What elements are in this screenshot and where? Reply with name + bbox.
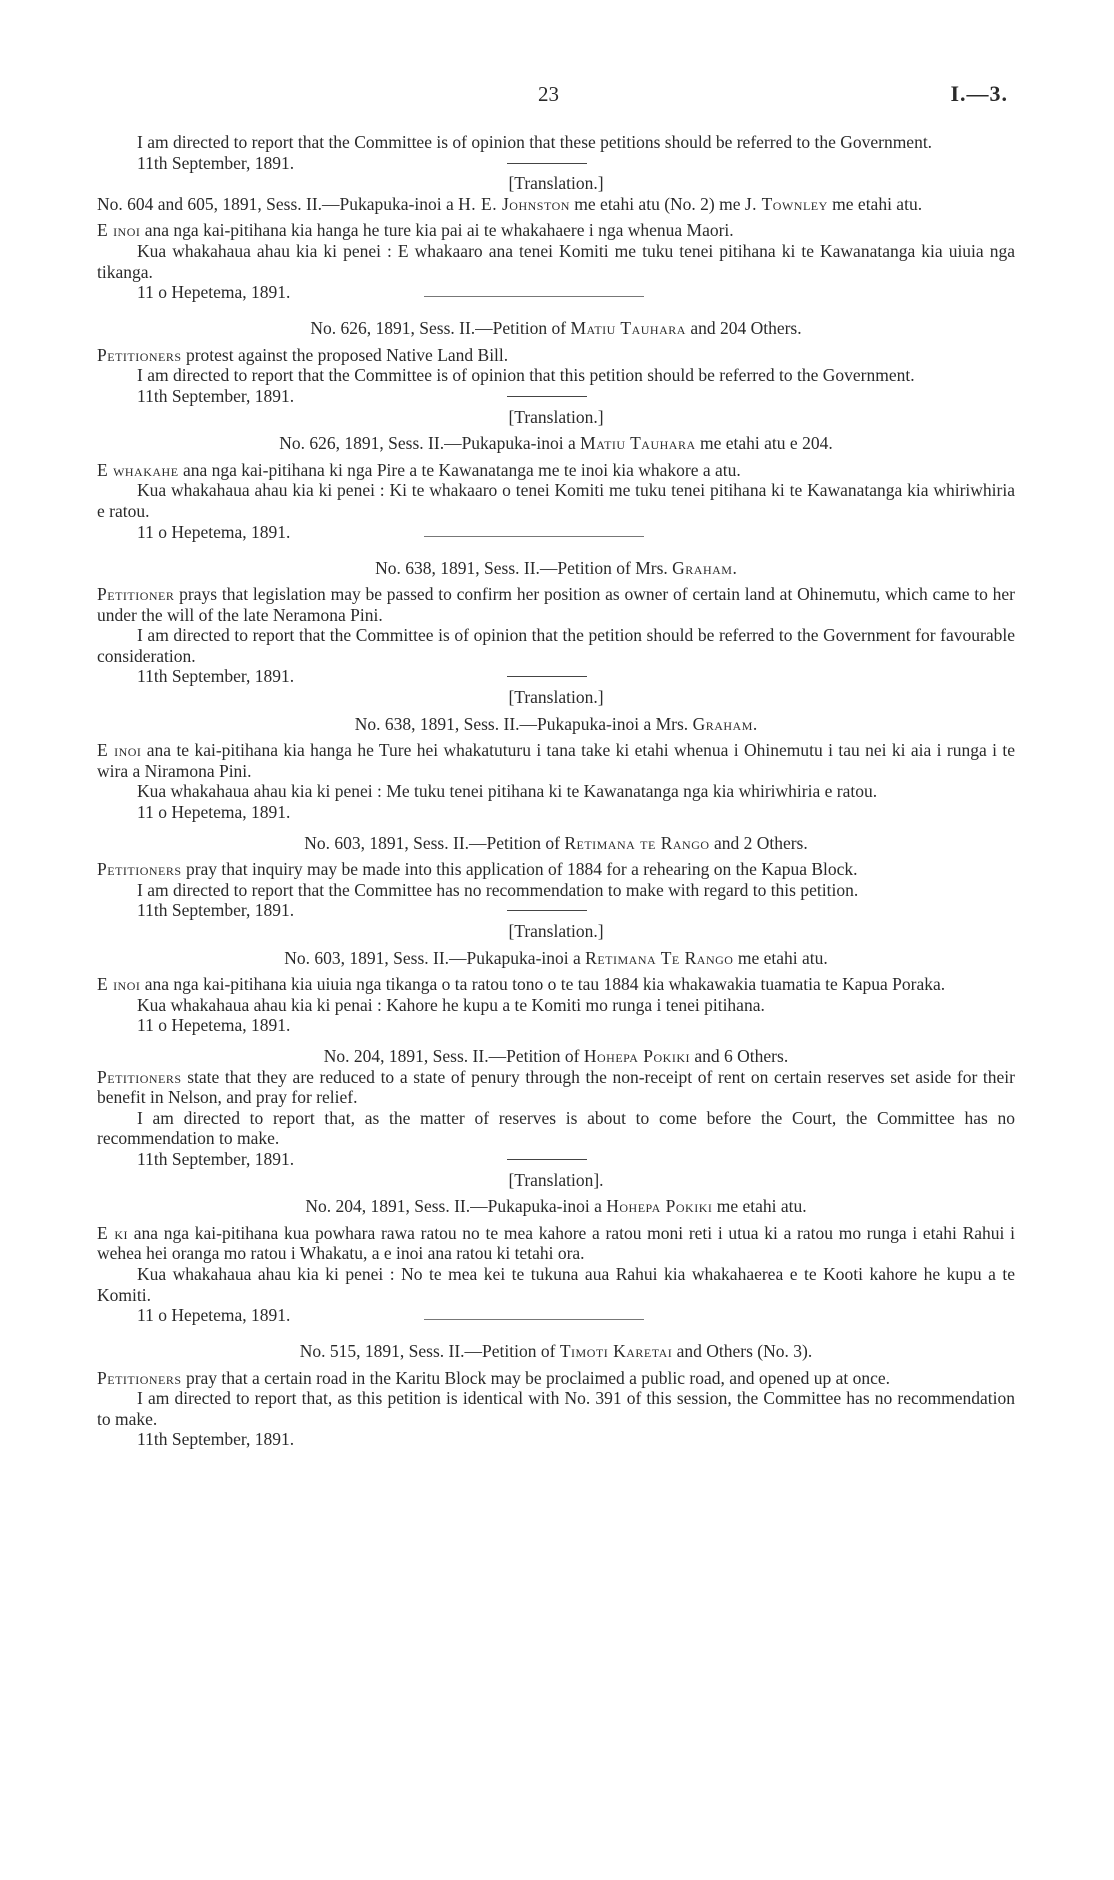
maori-prayer-paragraph: E inoi ana nga kai-pitihana kia hanga he ture kia pai ai te whakahaere i nga whenua Maori. (97, 220, 734, 241)
short-rule (507, 163, 587, 164)
prayer-paragraph: Petitioners protest against the proposed Native Land Bill. (97, 344, 509, 365)
section-divider (424, 1319, 644, 1320)
petition-section (97, 132, 1015, 308)
maori-petition-title: No. 604 and 605, 1891, Sess. II.—Pukapuka-inoi a H. E. Johnston me etahi atu (No. 2) me J. Townley me etahi atu. (97, 193, 923, 214)
prayer-paragraph: Petitioners pray that inquiry may be made into this application of 1884 for a rehearing on the Kapua Block. (97, 859, 858, 880)
short-rule (507, 1159, 587, 1160)
report-date: 11th September, 1891. (137, 385, 295, 406)
maori-prayer-paragraph: E whakahe ana nga kai-pitihana ki nga Pire a te Kawanatanga me te inoi kia whakore a atu. (97, 459, 741, 480)
translation-label: [Translation]. (508, 1169, 604, 1190)
maori-report-paragraph: Kua whakahaua ahau kia ki penei : Ki te whakaaro o tenei Komiti me tuku tenei pitihana ki te Kawanatanga kia whiriwhiria e ratou. (97, 480, 1015, 521)
report-date: 11th September, 1891. (137, 666, 295, 687)
petition-title: No. 626, 1891, Sess. II.—Petition of Matiu Tauhara and 204 Others. (310, 318, 802, 339)
petition-title: No. 603, 1891, Sess. II.—Petition of Retimana te Rango and 2 Others. (304, 832, 808, 853)
maori-petition-title: No. 638, 1891, Sess. II.—Pukapuka-inoi a Mrs. Graham. (354, 713, 758, 734)
maori-prayer-paragraph: E inoi ana te kai-pitihana kia hanga he Ture hei whakatuturu i tana take ki etahi whenua i Ohinemutu i tau nei ki aia i runga i te wira a Niramona Pini. (97, 740, 1016, 781)
section-divider (424, 536, 644, 537)
section-divider (424, 296, 644, 297)
date-row (97, 666, 1015, 687)
maori-petition-title: No. 626, 1891, Sess. II.—Pukapuka-inoi a Matiu Tauhara me etahi atu e 204. (279, 433, 833, 454)
page-content (97, 132, 1015, 1450)
date-row (97, 900, 1015, 921)
petition-title: No. 515, 1891, Sess. II.—Petition of Timoti Karetai and Others (No. 3). (299, 1341, 813, 1362)
report-date: 11th September, 1891. (137, 1429, 295, 1450)
translation-label: [Translation.] (508, 921, 604, 941)
date-separator-row (97, 282, 1015, 308)
maori-date: 11 o Hepetema, 1891. (137, 802, 291, 823)
page-header (0, 81, 1114, 114)
date-separator-row (97, 522, 1015, 548)
short-rule (507, 396, 587, 397)
document-code: I.—3. (950, 81, 1008, 106)
prayer-paragraph: Petitioner prays that legislation may be passed to confirm her position as owner of certain land at Ohinemutu, which came to her under the will of the late Neramona Pini. (97, 584, 1015, 625)
petition-section (97, 1036, 1015, 1331)
report-paragraph: I am directed to report that the Committee has no recommendation to make with regard to this petition. (137, 879, 859, 900)
maori-petition-title: No. 603, 1891, Sess. II.—Pukapuka-inoi a Retimana Te Rango me etahi atu. (284, 947, 828, 968)
report-date: 11th September, 1891. (137, 1148, 295, 1169)
maori-date: 11 o Hepetema, 1891. (137, 1015, 291, 1036)
date-separator-row (97, 1305, 1015, 1331)
report-paragraph: I am directed to report that, as the matter of reserves is about to come before the Court, the Committee has no recommendation to make. (97, 1107, 1015, 1149)
maori-report-paragraph: Kua whakahaua ahau kia ki penei : Me tuku tenei pitihana ki te Kawanatanga nga kia whiriwhiria e ratou. (137, 781, 878, 802)
maori-date: 11 o Hepetema, 1891. (137, 282, 291, 303)
prayer-paragraph: Petitioners state that they are reduced to a state of penury through the non-receipt of rent on certain reserves set aside for their benefit in Nelson, and pray for relief. (97, 1066, 1015, 1108)
page-number: 23 (538, 82, 559, 106)
maori-petition-title: No. 204, 1891, Sess. II.—Pukapuka-inoi a Hohepa Pokiki me etahi atu. (305, 1196, 807, 1217)
translation-label: [Translation.] (508, 687, 604, 708)
translation-label: [Translation.] (508, 406, 604, 427)
maori-report-paragraph: Kua whakahaua ahau kia ki penei : No te mea kei te tukuna aua Rahui kia whakahaerea e te Kooti kahore he kupu a te Komiti. (97, 1263, 1015, 1305)
maori-report-paragraph: Kua whakahaua ahau kia ki penai : Kahore he kupu a te Komiti mo runga i tenei pitihana. (137, 994, 765, 1015)
report-date: 11th September, 1891. (137, 152, 295, 173)
translation-label: [Translation.] (508, 173, 604, 194)
petition-section (97, 548, 1015, 823)
report-paragraph: I am directed to report that the Committee is of opinion that these petitions should be referred to the Government. (137, 132, 933, 152)
report-paragraph: I am directed to report that the Committee is of opinion that the petition should be referred to the Government for favourable consideration. (97, 625, 1015, 666)
petition-title: No. 204, 1891, Sess. II.—Petition of Hohepa Pokiki and 6 Others. (323, 1045, 789, 1066)
report-date: 11th September, 1891. (137, 900, 295, 921)
maori-prayer-paragraph: E inoi ana nga kai-pitihana kia uiuia nga tikanga o ta ratou tono o te tau 1884 kia whakawakia tuamatia te Kapua Poraka. (97, 974, 946, 995)
maori-date: 11 o Hepetema, 1891. (137, 521, 291, 542)
date-row (97, 153, 1015, 174)
short-rule (507, 676, 587, 677)
petition-title: No. 638, 1891, Sess. II.—Petition of Mrs. Graham. (375, 557, 737, 578)
report-paragraph: I am directed to report that the Committee is of opinion that this petition should be referred to the Government. (137, 365, 915, 386)
maori-report-paragraph: Kua whakahaua ahau kia ki penei : E whakaaro ana tenei Komiti me tuku tenei pitihana ki te Kawanatanga kia uiuia nga tikanga. (97, 240, 1015, 282)
prayer-paragraph: Petitioners pray that a certain road in the Karitu Block may be proclaimed a public road, and opened up at once. (97, 1367, 891, 1388)
short-rule (507, 910, 587, 911)
petition-section (97, 308, 1015, 547)
report-paragraph: I am directed to report that, as this petition is identical with No. 391 of this session, the Committee has no recommendation to make. (97, 1388, 1015, 1429)
petition-section (97, 823, 1015, 1036)
maori-date: 11 o Hepetema, 1891. (137, 1305, 291, 1326)
date-row (97, 386, 1015, 407)
petition-section (97, 1331, 1015, 1450)
date-row (97, 1149, 1015, 1170)
maori-prayer-paragraph: E ki ana nga kai-pitihana kua powhara rawa ratou no te mea kahore a ratou moni reti i utua ki a ratou mo runga i etahi Rahui i wehea hei oranga mo ratou i Whakatu, a e inoi ana ratou ki tetahi ora. (97, 1222, 1015, 1264)
